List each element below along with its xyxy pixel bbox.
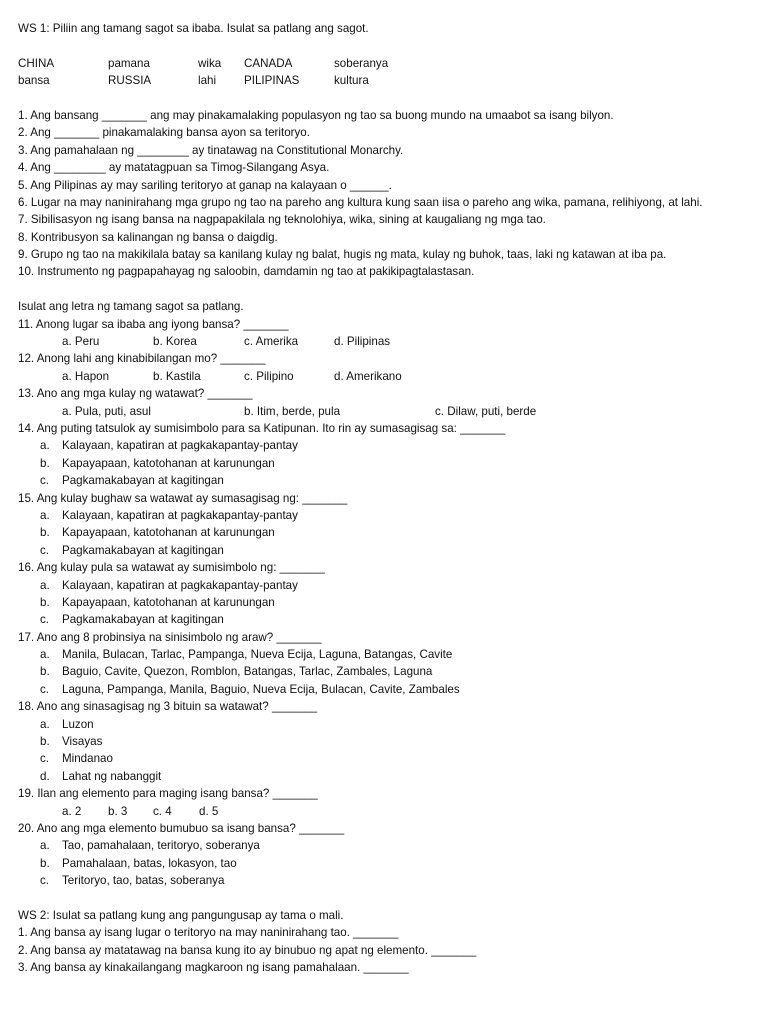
choice-letter: b.: [40, 665, 50, 679]
choice: [18, 716, 746, 733]
worksheet-page: [18, 20, 746, 977]
fill-blank-list: [18, 107, 746, 281]
word-bank-item: lahi: [198, 74, 217, 88]
fill-blank-item: 5. Ang Pilipinas ay may sariling teritoryo at ganap na kalayaan o ______.: [18, 178, 392, 192]
choice-text: Mindanao: [62, 752, 113, 766]
choice-text: Kapayapaan, katotohanan at karunungan: [62, 526, 275, 540]
question-19: 19. Ilan ang elemento para maging isang bansa? _______: [18, 787, 318, 801]
word-bank-item: soberanya: [334, 56, 389, 70]
question-15: 15. Ang kulay bughaw sa watawat ay sumasagisag ng: _______: [18, 491, 348, 505]
choice-text: Kalayaan, kapatiran at pagkakapantay-pantay: [62, 578, 298, 592]
question-17: 17. Ano ang 8 probinsiya na sinisimbolo ng araw? _______: [18, 630, 322, 644]
choice-letter: b.: [40, 526, 50, 540]
choice-letter: a.: [40, 717, 50, 731]
question-20: 20. Ano ang mga elemento bumubuo sa isang bansa? _______: [18, 821, 345, 835]
option: d. Pilipinas: [334, 335, 391, 349]
fill-blank-item: 6. Lugar na may naninirahang mga grupo ng tao na pareho ang kultura kung saan iisa o pareho ang wika, pamana, relihiyong, at lahi.: [18, 195, 703, 209]
choice-letter: b.: [40, 456, 50, 470]
choice-text: Tao, pamahalaan, teritoryo, soberanya: [62, 839, 260, 853]
choice-letter: d.: [40, 769, 50, 783]
choice-letter: c.: [40, 613, 50, 627]
choice-letter: c.: [40, 874, 50, 888]
options-row: [18, 403, 746, 420]
choice: [18, 681, 746, 698]
choice-letter: c.: [40, 474, 50, 488]
question-16: 16. Ang kulay pula sa watawat ay sumisimbolo ng: _______: [18, 561, 325, 575]
choice-letter: a.: [40, 508, 50, 522]
word-bank-item: CANADA: [244, 56, 293, 70]
option: a. Peru: [62, 335, 100, 349]
choice: [18, 524, 746, 541]
choice-text: Teritoryo, tao, batas, soberanya: [62, 874, 225, 888]
choice: [18, 611, 746, 628]
fill-blank-item: 9. Grupo ng tao na makikilala batay sa kanilang kulay ng balat, hugis ng mata, kulay ng buhok, taas, laki ng katawan at iba pa.: [18, 248, 667, 262]
choice-letter: b.: [40, 595, 50, 609]
question-13: 13. Ano ang mga kulay ng watawat? _______: [18, 387, 253, 401]
word-bank-item: CHINA: [18, 56, 55, 70]
option: b. Kastila: [153, 369, 201, 383]
fill-blank-item: 2. Ang _______ pinakamalaking bansa ayon sa teritoryo.: [18, 126, 310, 140]
ws1-title: WS 1: Piliin ang tamang sagot sa ibaba. Isulat sa patlang ang sagot.: [18, 22, 369, 35]
word-bank-item: PILIPINAS: [244, 74, 300, 88]
choice: [18, 768, 746, 785]
choice: [18, 455, 746, 472]
fill-blank-item: 3. Ang pamahalaan ng ________ ay tinatawag na Constitutional Monarchy.: [18, 143, 404, 157]
option: b. Korea: [153, 335, 197, 349]
choice-letter: c.: [40, 543, 50, 557]
choice-text: Pagkamakabayan at kagitingan: [62, 474, 224, 488]
choice-letter: c.: [40, 752, 50, 766]
word-bank-item: bansa: [18, 74, 50, 88]
word-bank-row: [18, 72, 746, 89]
choice: [18, 577, 746, 594]
fill-blank-item: 4. Ang ________ ay matatagpuan sa Timog-Silangang Asya.: [18, 161, 330, 175]
choice-letter: a.: [40, 839, 50, 853]
word-bank-item: RUSSIA: [108, 74, 152, 88]
question-12: 12. Anong lahi ang kinabibilangan mo? _______: [18, 352, 266, 366]
choice-text: Pamahalaan, batas, lokasyon, tao: [62, 856, 237, 870]
choice: [18, 472, 746, 489]
option: d. 5: [199, 804, 219, 818]
choice-letter: b.: [40, 856, 50, 870]
choice-letter: a.: [40, 578, 50, 592]
options-row: [18, 803, 746, 820]
choice: [18, 663, 746, 680]
question-18: 18. Ano ang sinasagisag ng 3 bituin sa watawat? _______: [18, 700, 318, 714]
options-row: [18, 368, 746, 385]
option: c. Pilipino: [244, 369, 294, 383]
option: a. Pula, puti, asul: [62, 404, 151, 418]
word-bank-row: [18, 55, 746, 72]
choice-text: Baguio, Cavite, Quezon, Romblon, Batangas, Tarlac, Zambales, Laguna: [62, 665, 433, 679]
option: c. Dilaw, puti, berde: [435, 404, 537, 418]
option: c. Amerika: [244, 335, 299, 349]
ws2-title: WS 2: Isulat sa patlang kung ang pangungusap ay tama o mali.: [18, 908, 344, 922]
word-bank-item: wika: [198, 56, 222, 70]
choice-text: Kalayaan, kapatiran at pagkakapantay-pantay: [62, 508, 298, 522]
option: d. Amerikano: [334, 369, 402, 383]
word-bank: [18, 55, 746, 90]
choice-text: Kapayapaan, katotohanan at karunungan: [62, 456, 275, 470]
option: b. Itim, berde, pula: [244, 404, 341, 418]
choice-letter: b.: [40, 735, 50, 749]
choice-text: Laguna, Pampanga, Manila, Baguio, Nueva Ecija, Bulacan, Cavite, Zambales: [62, 682, 460, 696]
choice-letter: c.: [40, 682, 50, 696]
option: b. 3: [108, 804, 128, 818]
ws2-item: 1. Ang bansa ay isang lugar o teritoryo na may naninirahang tao. _______: [18, 926, 399, 940]
question-14: 14. Ang puting tatsulok ay sumisimbolo para sa Katipunan. Ito rin ay sumasagisag sa: _______: [18, 422, 506, 435]
choice: [18, 437, 746, 454]
choice: [18, 855, 746, 872]
choice-text: Pagkamakabayan at kagitingan: [62, 543, 224, 557]
ws2-item: 2. Ang bansa ay matatawag na bansa kung ito ay binubuo ng apat ng elemento. _______: [18, 943, 477, 957]
choice-text: Visayas: [62, 735, 103, 749]
word-bank-item: pamana: [108, 56, 150, 70]
choice: [18, 733, 746, 750]
choice: [18, 594, 746, 611]
fill-blank-item: 10. Instrumento ng pagpapahayag ng saloobin, damdamin ng tao at pakikipagtalastasan.: [18, 265, 475, 279]
fill-blank-item: 7. Sibilisasyon ng isang bansa na nagpapakilala ng teknolohiya, wika, sining at kaugaliang ng mga tao.: [18, 213, 546, 227]
fill-blank-item: 1. Ang bansang _______ ang may pinakamalaking populasyon ng tao sa buong mundo na umaabot sa isang bilyon.: [18, 108, 614, 122]
choice-text: Pagkamakabayan at kagitingan: [62, 613, 224, 627]
choice-text: Kapayapaan, katotohanan at karunungan: [62, 595, 275, 609]
choice-text: Luzon: [62, 717, 94, 731]
option: c. 4: [153, 804, 172, 818]
choice: [18, 646, 746, 663]
question-11: 11. Anong lugar sa ibaba ang iyong bansa? _______: [18, 317, 289, 331]
choice-text: Kalayaan, kapatiran at pagkakapantay-pantay: [62, 439, 298, 453]
fill-blank-item: 8. Kontribusyon sa kalinangan ng bansa o daigdig.: [18, 230, 278, 244]
choice: [18, 872, 746, 889]
word-bank-item: kultura: [334, 74, 369, 88]
choice-letter: a.: [40, 439, 50, 453]
mc-instruction: Isulat ang letra ng tamang sagot sa patlang.: [18, 300, 244, 314]
choice-letter: a.: [40, 648, 50, 662]
choice-text: Lahat ng nabanggit: [62, 769, 162, 783]
choice-text: Manila, Bulacan, Tarlac, Pampanga, Nueva Ecija, Laguna, Batangas, Cavite: [62, 648, 453, 662]
choice: [18, 507, 746, 524]
option: a. Hapon: [62, 369, 110, 383]
options-row: [18, 333, 746, 350]
choice: [18, 837, 746, 854]
choice: [18, 750, 746, 767]
ws2-item: 3. Ang bansa ay kinakailangang magkaroon ng isang pamahalaan. _______: [18, 961, 409, 975]
choice: [18, 542, 746, 559]
option: a. 2: [62, 804, 82, 818]
